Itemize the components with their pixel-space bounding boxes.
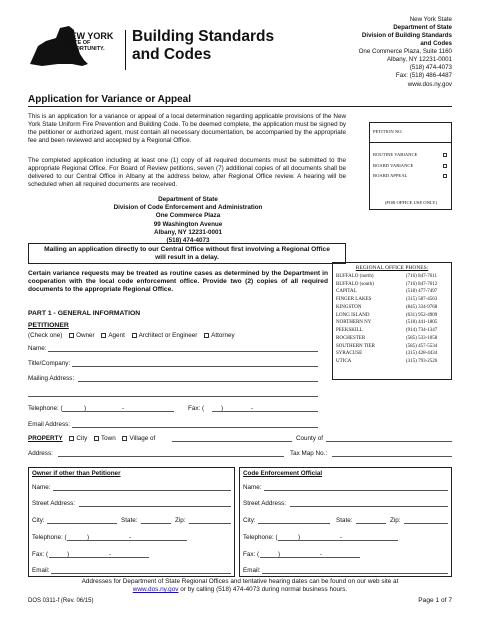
- office-use-items: [373, 150, 449, 182]
- telephone-paren: ): [84, 405, 87, 412]
- regional-offices-title: REGIONAL OFFICE PHONES:: [355, 265, 429, 271]
- intro-paragraph-1: This is an application for a variance or appeal of a local determination regarding applicable provisions of the New York State Uniform Fire Prevention and Building Code. To be deemed complete, the application must be signed by the petitioner or authorized agent, must contain all necessary documentation, be accompanied by the appropriate fee and been reviewed and accepted by a Regional Office.: [28, 113, 346, 144]
- owner-state-label: State:: [121, 517, 138, 524]
- petitioner-name-field[interactable]: [48, 351, 318, 352]
- brand-title-line1: Building Standards: [132, 28, 275, 45]
- ny-logo-line3: OPPORTUNITY.: [64, 46, 105, 53]
- board-appeal-checkbox[interactable]: [443, 174, 447, 178]
- central-line-4: 99 Washington Avenue: [153, 220, 223, 228]
- agent-checkbox[interactable]: [101, 333, 106, 338]
- regional-office-phone: (315) 793-2526: [406, 359, 438, 365]
- regional-office-name: CAPITAL: [336, 289, 357, 295]
- address-line-7: (518) 474-4073: [409, 64, 452, 72]
- agent-option-label: Agent: [108, 332, 125, 339]
- regional-office-phone: (518) 477-7497: [406, 289, 438, 295]
- regional-office-row: [336, 343, 448, 351]
- fax-paren: ): [221, 405, 224, 412]
- regional-office-row: [336, 304, 448, 312]
- official-zip-label: Zip:: [390, 517, 401, 524]
- fax-dash: -: [251, 405, 254, 412]
- page-number: Page 1 of 7: [418, 597, 452, 604]
- regional-office-phone: (518) 441-1805: [406, 320, 438, 326]
- official-street-field[interactable]: [290, 506, 448, 507]
- owner-telephone-paren: ): [87, 534, 90, 541]
- official-name-field[interactable]: [264, 490, 448, 491]
- village-option-label: Village of: [129, 435, 156, 442]
- regional-office-phone: (631) 952-4909: [406, 312, 438, 318]
- architect-option-label: Architect or Engineer: [138, 332, 198, 339]
- regional-offices-list: [333, 272, 451, 366]
- regional-offices-box: [332, 262, 452, 380]
- county-field[interactable]: [326, 441, 452, 442]
- email-address-label: Email Address:: [28, 421, 70, 428]
- part1-heading: PART 1 - GENERAL INFORMATION: [28, 310, 141, 317]
- board-variance-checkbox[interactable]: [443, 164, 447, 168]
- website-link[interactable]: www.dos.ny.gov: [132, 586, 179, 593]
- regional-office-phone: (716) 847-7611: [406, 273, 438, 279]
- regional-office-phone: (716) 847-7612: [406, 281, 438, 287]
- regional-office-phone: (315) 428-4434: [406, 351, 438, 357]
- owner-fax-field[interactable]: [49, 557, 149, 558]
- city-checkbox[interactable]: [69, 436, 74, 441]
- regional-office-name: BUFFALO (north): [336, 273, 374, 279]
- regional-office-name: NORTHERN NY: [336, 320, 372, 326]
- official-zip-field[interactable]: [404, 523, 448, 524]
- title-rule: [28, 106, 452, 107]
- address-line-4: and Codes: [420, 40, 452, 48]
- attorney-checkbox[interactable]: [204, 333, 209, 338]
- intro-paragraph-2: The completed application including at least one (1) copy of all required documents must be submitted to the appropriate Regional Office. For Board of Review petitions, seven (7) additional copies of all documents shall be delivered to our Central Office in Albany at the address below, after Regional Office review. A hearing will be scheduled when all required documents are received.: [28, 157, 346, 188]
- official-telephone-field[interactable]: [278, 540, 398, 541]
- regional-office-phone: (585) 457-5534: [406, 343, 438, 349]
- owner-telephone-dash: -: [129, 534, 132, 541]
- telephone-label: Telephone: (: [28, 405, 63, 412]
- regional-office-row: [336, 312, 448, 320]
- attorney-option-label: Attorney: [211, 332, 235, 339]
- town-option-label: Town: [101, 435, 116, 442]
- regional-office-name: BUFFALO (south): [336, 281, 374, 287]
- fax-label: Fax: (: [188, 405, 205, 412]
- regional-office-row: [336, 350, 448, 358]
- regional-office-phone: (585) 533-1058: [406, 335, 438, 341]
- central-line-1: Department of State: [158, 196, 218, 203]
- address-line-5: One Commerce Plaza, Suite 1160: [358, 48, 452, 56]
- petitioner-type-row: [28, 332, 235, 340]
- page-title: Application for Variance or Appeal: [28, 94, 191, 105]
- official-email-label: Email:: [243, 567, 261, 574]
- regional-office-name: ROCHESTER: [336, 335, 366, 341]
- tax-map-field[interactable]: [332, 456, 452, 457]
- regional-office-name: KINGSTON: [336, 304, 362, 310]
- regional-office-phone: (845) 334-9768: [406, 304, 438, 310]
- owner-street-field[interactable]: [79, 506, 231, 507]
- municipality-field[interactable]: [172, 441, 292, 442]
- owner-zip-label: Zip:: [175, 517, 186, 524]
- architect-checkbox[interactable]: [132, 333, 137, 338]
- official-state-label: State:: [336, 517, 353, 524]
- owner-name-label: Name:: [32, 484, 51, 491]
- central-line-5: Albany, NY 12231-0001: [153, 228, 223, 236]
- address-line-3: Division of Building Standards: [361, 32, 452, 40]
- office-item-label: ROUTINE VARIANCE: [373, 152, 418, 157]
- routine-note: Certain variance requests may be treated as routine cases as determined by the Department in cooperation with the local code enforcement office. Provide two (2) copies of all required documents to the appropriate Regional Office.: [28, 270, 328, 294]
- footer-note-part2: or by calling (518) 474-4073 during normal business hours.: [180, 586, 348, 593]
- office-use-box: [369, 122, 452, 210]
- regional-office-name: FINGER LAKES: [336, 297, 372, 303]
- office-item: [373, 150, 449, 161]
- official-telephone-dash: -: [340, 534, 343, 541]
- office-use-footer: (FOR OFFICE USE ONLY): [384, 200, 438, 205]
- owner-option-label: Owner: [76, 332, 95, 339]
- tax-map-label: Tax Map No.:: [290, 450, 328, 457]
- official-fax-dash: -: [320, 551, 323, 558]
- official-telephone-label: Telephone: (: [243, 534, 278, 541]
- petition-no-label: PETITION NO.: [373, 129, 403, 134]
- owner-zip-field[interactable]: [189, 523, 231, 524]
- form-id: DOS 0311-f (Rev. 06/15): [28, 598, 94, 604]
- regional-office-name: PEEKSKILL: [336, 328, 363, 334]
- regional-office-row: [336, 327, 448, 335]
- official-fax-field[interactable]: [260, 557, 360, 558]
- ny-logo-line2: STATE OF: [64, 40, 91, 47]
- owner-heading: Owner if other than Petitioner: [32, 470, 121, 477]
- official-name-label: Name:: [243, 484, 262, 491]
- brand-title: [132, 28, 274, 64]
- office-item-label: BOARD APPEAL: [373, 173, 408, 179]
- address-line-8: Fax: (518) 486-4487: [395, 72, 452, 80]
- official-city-field[interactable]: [258, 523, 330, 524]
- mailing-address-field-2[interactable]: [28, 396, 318, 397]
- property-address-label: Address:: [28, 450, 53, 457]
- mailing-address-field[interactable]: [78, 381, 318, 382]
- regional-office-name: LONG ISLAND: [336, 312, 370, 318]
- owner-street-label: Street Address:: [32, 500, 76, 507]
- official-city-label: City:: [243, 517, 256, 524]
- owner-city-field[interactable]: [47, 523, 117, 524]
- regional-office-row: [336, 281, 448, 289]
- telephone-field[interactable]: [62, 411, 174, 412]
- owner-state-field[interactable]: [141, 523, 171, 524]
- address-line-2: Department of State: [393, 24, 452, 32]
- property-address-field[interactable]: [58, 456, 284, 457]
- footer-note-part1: Addresses for Department of State Regional Offices and tentative hearing dates can be found on our web site at: [81, 578, 399, 585]
- regional-office-name: SYRACUSE: [336, 351, 363, 357]
- owner-fax-dash: -: [109, 551, 112, 558]
- fax-field[interactable]: [212, 411, 318, 412]
- footer-note: [60, 578, 420, 594]
- regional-office-name: UTICA: [336, 359, 352, 365]
- owner-fax-label: Fax: (: [32, 551, 49, 558]
- central-line-6: (518) 474-4073: [166, 236, 210, 244]
- village-checkbox[interactable]: [122, 436, 127, 441]
- owner-telephone-field[interactable]: [67, 540, 187, 541]
- central-line-3: One Commerce Plaza: [155, 212, 221, 220]
- ny-logo-text: [64, 32, 113, 53]
- regional-office-row: [336, 296, 448, 304]
- regional-office-phone: (914) 734-1347: [406, 328, 438, 334]
- central-office-address: [98, 196, 278, 245]
- mail-warning-text: Mailing an application directly to our Central Office without first involving a Regional Office will result in a delay.: [44, 246, 330, 262]
- email-address-field[interactable]: [72, 427, 318, 428]
- regional-office-row: [336, 273, 448, 281]
- agency-address-block: [359, 16, 452, 89]
- owner-city-label: City:: [32, 517, 45, 524]
- property-label: PROPERTY: [28, 435, 63, 442]
- mailing-address-label: Mailing Address:: [28, 375, 75, 382]
- official-street-label: Street Address:: [243, 500, 287, 507]
- telephone-dash: -: [122, 405, 125, 412]
- brand-title-line2: and Codes: [132, 45, 212, 63]
- official-fax-paren: ): [278, 551, 281, 558]
- owner-fax-paren: ): [67, 551, 70, 558]
- office-item: [373, 161, 449, 172]
- city-option-label: City: [76, 435, 88, 442]
- petitioner-heading: PETITIONER: [28, 322, 69, 329]
- central-line-2: Division of Code Enforcement and Administration: [113, 204, 263, 212]
- office-item-label: BOARD VARIANCE: [373, 162, 414, 168]
- check-one-label: (Check one): [28, 332, 63, 339]
- regional-office-row: [336, 288, 448, 296]
- regional-office-phone: (315) 587-4563: [406, 297, 438, 303]
- mail-warning-box: [28, 243, 346, 264]
- petitioner-name-label: Name:: [28, 345, 47, 352]
- owner-email-label: Email:: [32, 567, 50, 574]
- owner-email-field[interactable]: [51, 573, 231, 574]
- county-label: County of: [296, 435, 323, 442]
- logo-divider: [125, 30, 126, 70]
- regional-office-row: [336, 319, 448, 327]
- official-state-field[interactable]: [356, 523, 386, 524]
- routine-variance-checkbox[interactable]: [443, 153, 447, 157]
- address-line-6: Albany, NY 12231-0001: [386, 56, 452, 64]
- address-line-1: New York State: [409, 16, 452, 23]
- petition-no-rule: [370, 142, 452, 143]
- address-line-9: www.dos.ny.gov: [407, 80, 452, 88]
- title-company-field[interactable]: [72, 366, 318, 367]
- owner-telephone-label: Telephone: (: [32, 534, 67, 541]
- owner-checkbox[interactable]: [69, 333, 74, 338]
- official-telephone-paren: ): [298, 534, 301, 541]
- ny-logo-line1: NEW YORK: [64, 31, 114, 41]
- town-checkbox[interactable]: [94, 436, 99, 441]
- regional-office-name: SOUTHERN TIER: [336, 343, 375, 349]
- owner-box: [28, 467, 235, 577]
- official-fax-label: Fax: (: [243, 551, 260, 558]
- regional-office-row: [336, 358, 448, 366]
- title-company-label: Title/Company:: [28, 360, 71, 367]
- office-item: [373, 171, 449, 182]
- code-official-box: [239, 467, 452, 577]
- code-official-heading: Code Enforcement Official: [243, 470, 323, 477]
- regional-office-row: [336, 335, 448, 343]
- owner-name-field[interactable]: [53, 490, 231, 491]
- official-email-field[interactable]: [262, 573, 448, 574]
